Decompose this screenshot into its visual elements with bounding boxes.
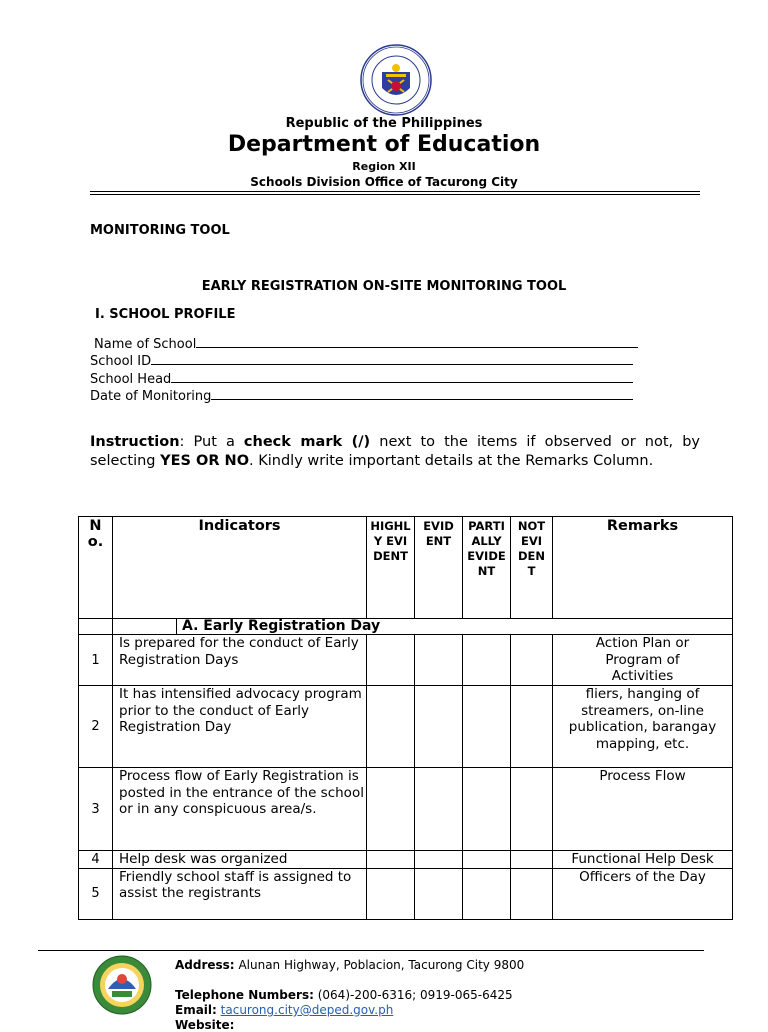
remarks-cell[interactable]: Functional Help Desk <box>553 851 733 869</box>
section-a-title: A. Early Registration Day <box>177 619 733 635</box>
field-label: School Head <box>90 372 172 387</box>
school-id-blank[interactable] <box>151 352 633 365</box>
region-label: Region XII <box>352 160 416 173</box>
instruction-paragraph <box>90 433 700 470</box>
evident-checkbox[interactable] <box>415 868 463 919</box>
remarks-text: Action Plan or Program of Activities <box>595 635 690 685</box>
indicator-cell: It has intensified advocacy program prior to the conduct of Early Registration Day <box>113 686 367 768</box>
table-row <box>79 635 733 686</box>
footer-email <box>175 1003 393 1017</box>
partially-evident-checkbox[interactable] <box>463 635 511 686</box>
section-row <box>79 619 733 635</box>
row-number: 1 <box>79 635 113 686</box>
not-evident-checkbox[interactable] <box>511 768 553 851</box>
evident-checkbox[interactable] <box>415 768 463 851</box>
indicator-cell: Is prepared for the conduct of Early Registration Days <box>113 635 367 686</box>
header-evident <box>415 517 463 619</box>
header-divider-top <box>90 191 700 192</box>
header-partially-evident-text: PARTIALLY EVIDENT <box>467 519 506 578</box>
instruction-text: : Put a <box>179 434 244 450</box>
not-evident-checkbox[interactable] <box>511 635 553 686</box>
evident-checkbox[interactable] <box>415 686 463 768</box>
telephone-label: Telephone Numbers: <box>175 988 314 1002</box>
row-number: 4 <box>79 851 113 869</box>
blank-cell <box>79 619 113 635</box>
table-header-row <box>79 517 733 619</box>
footer-telephone <box>175 988 513 1002</box>
highly-evident-checkbox[interactable] <box>367 851 415 869</box>
field-label: Date of Monitoring <box>90 389 212 404</box>
blank-cell <box>113 619 177 635</box>
field-label: Name of School <box>94 337 197 352</box>
deped-seal-logo <box>360 44 432 116</box>
highly-evident-checkbox[interactable] <box>367 635 415 686</box>
email-link[interactable]: tacurong.city@deped.gov.ph <box>220 1003 394 1017</box>
document-title: EARLY REGISTRATION ON-SITE MONITORING TOOL <box>201 279 567 294</box>
remarks-cell[interactable] <box>553 635 733 686</box>
remarks-cell[interactable]: Officers of the Day <box>553 868 733 919</box>
row-number: 3 <box>79 768 113 851</box>
evident-checkbox[interactable] <box>415 635 463 686</box>
indicator-cell: Friendly school staff is assigned to assist the registrants <box>113 868 367 919</box>
telephone-text: (064)-200-6316; 0919-065-6425 <box>317 988 513 1002</box>
field-label: School ID <box>90 354 152 369</box>
field-school-head <box>90 370 633 388</box>
field-date-of-monitoring <box>90 387 633 405</box>
department-title: Department of Education <box>227 132 541 157</box>
header-partially-evident <box>463 517 511 619</box>
not-evident-checkbox[interactable] <box>511 851 553 869</box>
field-school-id <box>90 352 633 370</box>
header-divider-bottom <box>90 194 700 195</box>
header-highly-evident-text: HIGHLY EVIDENT <box>370 519 411 563</box>
table-row <box>79 851 733 869</box>
header-remarks: Remarks <box>553 517 733 619</box>
remarks-cell[interactable]: Process Flow <box>553 768 733 851</box>
school-head-blank[interactable] <box>171 370 633 383</box>
header-evident-text: EVIDENT <box>423 519 454 548</box>
footer-divider <box>38 950 704 951</box>
header-not-evident <box>511 517 553 619</box>
email-label: Email: <box>175 1003 217 1017</box>
highly-evident-checkbox[interactable] <box>367 686 415 768</box>
remarks-text: fliers, hanging of streamers, on-line publication, barangay mapping, etc. <box>568 686 717 752</box>
remarks-cell[interactable] <box>553 686 733 768</box>
division-label: Schools Division Office of Tacurong City <box>250 175 518 189</box>
school-name-blank[interactable] <box>196 335 638 348</box>
partially-evident-checkbox[interactable] <box>463 686 511 768</box>
field-school-name <box>94 335 638 353</box>
republic-label: Republic of the Philippines <box>285 116 483 131</box>
instruction-text: . Kindly write important details at the Remarks Column. <box>249 452 654 469</box>
indicator-cell: Process flow of Early Registration is posted in the entrance of the school or in any conspicuous area/s. <box>113 768 367 851</box>
evident-checkbox[interactable] <box>415 851 463 869</box>
monitoring-table <box>78 516 733 920</box>
date-of-monitoring-blank[interactable] <box>211 387 633 400</box>
header-no <box>79 517 113 619</box>
document-label: MONITORING TOOL <box>90 223 230 238</box>
table-row <box>79 686 733 768</box>
header-indicators: Indicators <box>113 517 367 619</box>
footer-website <box>175 1018 234 1032</box>
section-school-profile: I. SCHOOL PROFILE <box>95 307 236 322</box>
address-label: Address: <box>175 958 235 972</box>
partially-evident-checkbox[interactable] <box>463 868 511 919</box>
highly-evident-checkbox[interactable] <box>367 868 415 919</box>
not-evident-checkbox[interactable] <box>511 686 553 768</box>
indicator-cell: Help desk was organized <box>113 851 367 869</box>
header-no-text: No. <box>87 518 104 550</box>
highly-evident-checkbox[interactable] <box>367 768 415 851</box>
partially-evident-checkbox[interactable] <box>463 768 511 851</box>
instruction-label: Instruction <box>90 434 180 450</box>
instruction-text: next to the items if observed or not, by selecting <box>90 434 700 469</box>
not-evident-checkbox[interactable] <box>511 868 553 919</box>
header-highly-evident <box>367 517 415 619</box>
address-text: Alunan Highway, Poblacion, Tacurong City 9800 <box>238 958 525 972</box>
instruction-yes-no: YES OR NO <box>160 452 250 469</box>
website-label: Website: <box>175 1018 235 1032</box>
partially-evident-checkbox[interactable] <box>463 851 511 869</box>
instruction-check-mark: check mark (/) <box>243 434 371 450</box>
row-number: 2 <box>79 686 113 768</box>
table-row <box>79 768 733 851</box>
header-not-evident-text: NOT EVIDENT <box>517 519 546 578</box>
row-number: 5 <box>79 868 113 919</box>
footer-address <box>175 958 533 973</box>
table-row <box>79 868 733 919</box>
division-seal-logo <box>92 955 152 1015</box>
